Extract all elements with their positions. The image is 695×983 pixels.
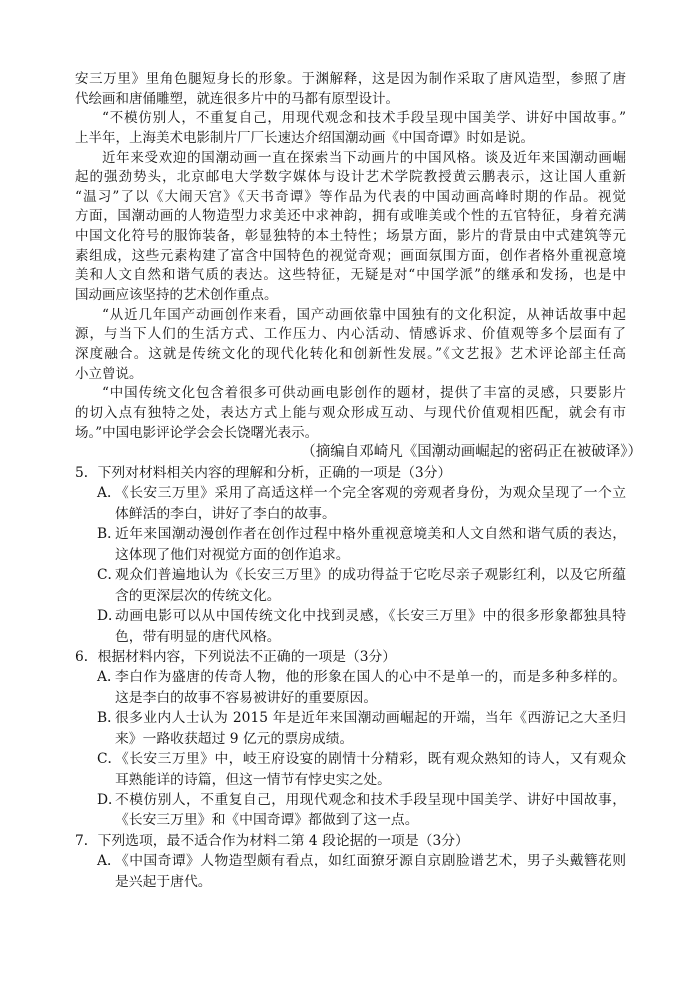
option-label: D． (97, 608, 122, 625)
option-text-line: 耳熟能详的诗篇，但这一情节有悖史实之处。 (115, 771, 391, 788)
option-label: A． (97, 485, 121, 502)
option-text-line: 这体现了他们对视觉方面的创作追求。 (115, 546, 350, 563)
option-label: C． (97, 567, 122, 584)
paragraph-line: 安三万里》里角色腿短身长的形象。于渊解释，这是因为制作采取了唐风造型，参照了唐 (75, 71, 626, 87)
option-text-line: 李白作为盛唐的传奇人物，他的形象在国人的心中不是单一的，而是多种多样的。 (115, 669, 626, 686)
material-paragraph-1 (75, 70, 626, 109)
option-label: B． (97, 526, 121, 543)
paragraph-line: 美和人文自然和谐气质的表达。这些特征，无疑是对“中国学派”的继承和发扬，也是中 (75, 267, 626, 284)
source-citation: （摘编自邓崎凡《国潮动画崛起的密码正在被破译》） (301, 444, 642, 461)
option-label: A． (97, 669, 121, 686)
question-stem: 6．根据材料内容，下列说法不正确的一项是（3分） (75, 648, 397, 665)
option-text-line: 《长安三万里》采用了高适这样一个完全客观的旁观者身份，为观众呈现了一个立 (115, 485, 626, 502)
option-text-line: 这是李白的故事不容易被讲好的重要原因。 (115, 689, 378, 706)
option-text-line: 《中国奇谭》人物造型颇有看点，如红面獠牙源自京剧脸谱艺术，男子头戴簪花则 (115, 853, 626, 870)
option-b (75, 524, 627, 565)
question-list (75, 463, 627, 892)
paragraph-line: 深度融合。这就是传统文化的现代化转化和创新性发展。”《文艺报》艺术评论部主任高 (75, 345, 626, 362)
material-paragraph-2 (75, 109, 626, 148)
paragraph-line: “温习”了以《大闹天宫》《天书奇谭》等作品为代表的中国动画高峰时期的作品。视觉 (75, 188, 626, 205)
paragraph-line: 小立曾说。 (75, 365, 143, 382)
option-text-line: 体鲜活的李白，讲好了李白的故事。 (115, 505, 336, 522)
option-d (75, 790, 627, 831)
material-paragraph-5 (75, 384, 626, 443)
paragraph-line: 源，与当下人们的生活方式、工作压力、内心活动、情感诉求、价值观等多个层面有了 (75, 326, 626, 343)
option-c (75, 749, 627, 790)
option-label: B． (97, 710, 121, 727)
paragraph-line: “中国传统文化包含着很多可供动画电影创作的题材，提供了丰富的灵感，只要影片 (102, 385, 626, 402)
paragraph-line: 国动画应该坚持的艺术创作重点。 (75, 287, 278, 304)
paragraph-line: 场。”中国电影评论学会会长饶曙光表示。 (75, 424, 319, 441)
option-text-line: 含的更深层次的传统文化。 (115, 587, 281, 604)
paragraph-line: 的切入点有独特之处，表达方式上能与观众形成互动、与现代价值观相匹配，就会有市 (75, 404, 626, 421)
option-text-line: 很多业内人士认为 2015 年是近年来国潮动画崛起的开端，当年《西游记之大圣归 (115, 710, 626, 727)
option-text-line: 色，带有明显的唐代风格。 (115, 628, 281, 645)
question-7 (75, 831, 627, 892)
option-text-line: 不模仿别人，不重复自己，用现代观念和技术手段呈现中国美学、讲好中国故事， (115, 792, 626, 808)
paragraph-line: 上半年，上海美术电影制片厂厂长速达介绍国潮动画《中国奇谭》时如是说。 (75, 129, 534, 146)
paragraph-line: “从近几年国产动画创作来看，国产动画依靠中国独有的文化积淀，从神话故事中起 (102, 306, 626, 323)
paragraph-line: 素组成，这些元素构建了富含中国特色的视觉奇观；画面氛围方面，创作者格外重视意境 (75, 247, 626, 264)
option-c (75, 565, 627, 606)
paragraph-line: 近年来受欢迎的国潮动画一直在探索当下动画片的中国风格。谈及近年来国潮动画崛 (102, 149, 626, 166)
option-label: A． (97, 853, 121, 870)
question-stem: 7．下列选项，最不适合作为材料二第 4 段论据的一项是（3分） (75, 832, 469, 849)
option-label: C． (97, 751, 122, 768)
option-b (75, 708, 627, 749)
option-text-line: 《长安三万里》中，岐王府设宴的剧情十分精彩，既有观众熟知的诗人，又有观众 (115, 751, 626, 768)
option-a (75, 667, 627, 708)
reading-material (75, 70, 642, 463)
option-text-line: 《长安三万里》和《中国奇谭》都做到了这一点。 (115, 812, 419, 829)
question-5 (75, 463, 627, 647)
paragraph-line: 代绘画和唐俑雕塑，就连很多片中的马都有原型设计。 (75, 90, 399, 107)
option-text-line: 观众们普遍地认为《长安三万里》的成功得益于它吃尽亲子观影红利，以及它所蕴 (115, 567, 626, 584)
question-6 (75, 647, 627, 831)
option-text-line: 近年来国潮动漫创作者在创作过程中格外重视意境美和人文自然和谐气质的表达， (115, 526, 626, 543)
option-text-line: 动画电影可以从中国传统文化中找到灵感，《长安三万里》中的很多形象都独具特 (115, 608, 626, 625)
option-a (75, 483, 627, 524)
option-text-line: 是兴起于唐代。 (115, 873, 212, 890)
paragraph-line: “不模仿别人，不重复自己，用现代观念和技术手段呈现中国美学、讲好中国故事。” (102, 110, 626, 127)
option-text-line: 来》一路收获超过 9 亿元的票房成绩。 (115, 730, 354, 747)
material-paragraph-4 (75, 306, 626, 385)
option-label: D． (97, 792, 122, 808)
question-stem: 5．下列对材料相关内容的理解和分析，正确的一项是（3分） (75, 465, 452, 481)
paragraph-line: 中国文化符号的服饰装备，彰显独特的本土特性；场景方面，影片的背景由中式建筑等元 (75, 228, 626, 245)
paragraph-line: 方面，国潮动画的人物造型力求美还中求神韵，拥有或唯美或个性的五官特征，身着充满 (75, 208, 626, 225)
paragraph-line: 起的强劲势头，北京邮电大学数字媒体与设计艺术学院教授黄云鹏表示，这让国人重新 (75, 169, 626, 186)
material-paragraph-3 (75, 149, 626, 306)
option-d (75, 606, 627, 647)
option-a (75, 851, 627, 892)
